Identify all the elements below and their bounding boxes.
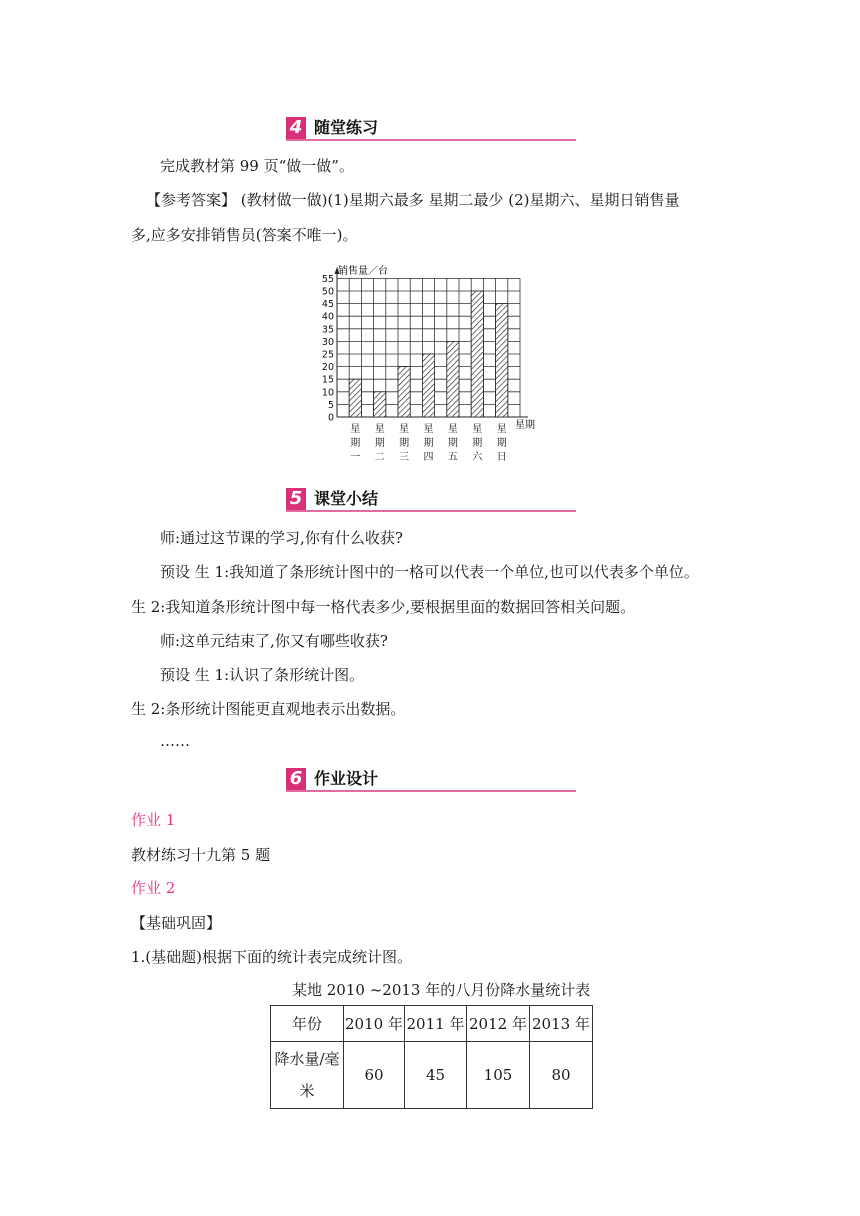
section-underline [286,139,576,141]
summary-line: 师:通过这节课的学习,你有什么收获? [160,529,403,547]
header-cell: 2012 年 [467,1006,530,1042]
y-tick-label: 35 [321,324,334,336]
row-label-cell [271,1042,344,1109]
x-tick-label: 二 [374,452,385,463]
section-5-heading [286,488,576,512]
answer-line-2: 多,应多安排销售员(答案不唯一)。 [131,226,358,244]
y-tick-label: 0 [327,412,334,424]
summary-line: 预设 生 1:认识了条形统计图。 [160,666,365,684]
table-cell: 45 [405,1042,467,1109]
row-label-line: 米 [299,1082,315,1100]
bar [398,367,410,417]
section-6-heading [286,768,576,792]
rainfall-table [270,1005,593,1109]
table-row [271,1042,593,1109]
x-tick-label: 一 [350,452,361,463]
table-cell: 105 [467,1042,530,1109]
summary-line: 生 2:我知道条形统计图中每一格代表多少,要根据里面的数据回答相关问题。 [131,598,636,616]
section-title: 随堂练习 [314,118,379,137]
table-cell: 80 [530,1042,593,1109]
x-tick-label: 星 [423,424,434,435]
table-cell: 60 [344,1042,405,1109]
header-cell: 2013 年 [530,1006,593,1042]
x-tick-label: 四 [423,452,434,463]
x-tick-label: 星 [496,424,507,435]
summary-line: 预设 生 1:我知道了条形统计图中的一格可以代表一个单位,也可以代表多个单位。 [160,563,699,581]
ellipsis: …… [160,732,190,750]
x-tick-label: 星 [472,424,483,435]
x-tick-label: 期 [350,438,361,449]
y-axis-label: 销售量／台 [338,266,388,277]
section-number: 6 [286,768,306,790]
section-title: 作业设计 [314,769,379,788]
section-title: 课堂小结 [314,489,379,508]
table-caption: 某地 2010 ~2013 年的八月份降水量统计表 [292,981,591,999]
row-label-line: 降水量/毫 [274,1050,340,1068]
y-tick-label: 10 [321,387,334,399]
header-cell: 2010 年 [344,1006,405,1042]
x-tick-label: 星 [350,424,361,435]
x-tick-label: 期 [496,438,507,449]
bar [496,304,508,417]
bar [471,291,483,417]
x-tick-label: 日 [496,452,507,463]
table-header-row [271,1006,593,1042]
x-tick-label: 星 [399,424,410,435]
y-tick-label: 40 [321,311,334,323]
x-tick-label: 期 [423,438,434,449]
summary-line: 师:这单元结束了,你又有哪些收获? [160,632,388,650]
bar [447,341,459,417]
y-tick-label: 25 [321,349,334,361]
section-4-heading [286,117,576,141]
section-number: 5 [286,488,306,510]
bar [422,354,434,417]
x-tick-label: 期 [447,438,458,449]
section-underline [286,790,576,792]
section-underline [286,510,576,512]
y-tick-label: 15 [321,374,334,386]
x-tick-label: 六 [472,452,483,463]
y-tick-label: 20 [321,362,334,374]
x-tick-label: 星 [447,424,458,435]
question-1: 1.(基础题)根据下面的统计表完成统计图。 [131,948,413,966]
x-tick-label: 期 [374,438,385,449]
x-tick-label: 星 [374,424,385,435]
x-axis-label: 星期 [515,420,535,431]
y-tick-label: 55 [321,273,334,285]
y-tick-label: 50 [321,286,334,298]
y-tick-label: 5 [327,399,334,411]
basic-consolidation-label: 【基础巩固】 [131,914,222,932]
summary-line: 生 2:条形统计图能更直观地表示出数据。 [131,700,406,718]
y-tick-label: 30 [321,336,334,348]
bar [374,392,386,417]
y-tick-label: 45 [321,299,334,311]
x-tick-label: 期 [472,438,483,449]
x-tick-label: 五 [447,452,458,463]
homework-1-label: 作业 1 [131,811,176,829]
answer-line-1: 【参考答案】 (教材做一做)(1)星期六最多 星期二最少 (2)星期六、星期日销售量 [146,191,680,209]
x-tick-label: 三 [399,452,410,463]
section-number: 4 [286,117,306,139]
paragraph-complete-exercise: 完成教材第 99 页“做一做”。 [160,157,354,175]
bar [349,379,361,417]
x-tick-label: 期 [399,438,410,449]
header-cell: 年份 [271,1006,344,1042]
sales-bar-chart [318,262,548,468]
homework-2-label: 作业 2 [131,879,176,897]
header-cell: 2011 年 [405,1006,467,1042]
homework-1-text: 教材练习十九第 5 题 [131,846,271,864]
